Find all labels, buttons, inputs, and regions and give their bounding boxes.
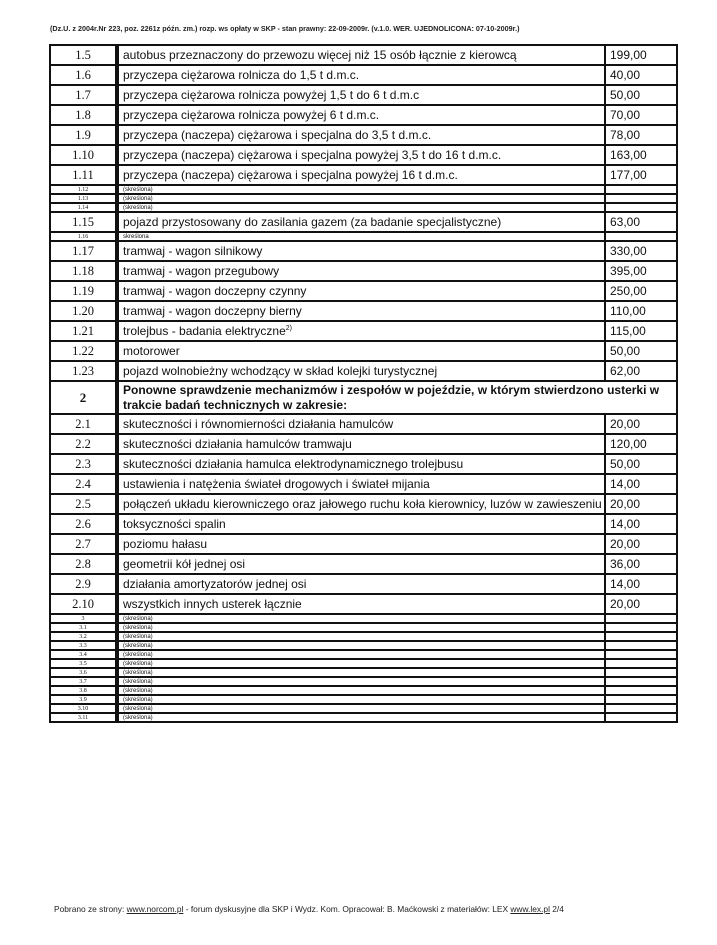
item-description [117,261,605,281]
item-description [117,212,605,232]
item-number: 3.7 [50,677,117,686]
footer-prefix: Pobrano ze strony: [54,904,127,914]
item-number: 1.18 [50,261,117,281]
item-description-text: (skreślona) [123,687,153,694]
item-description-text: (skreślona) [123,705,153,712]
fee-row [50,45,677,65]
item-description-text: przyczepa ciężarowa rolnicza powyżej 6 t d.m.c. [123,108,380,122]
item-description [117,341,605,361]
item-description-text: pojazd przystosowany do zasilania gazem (za badanie specjalistyczne) [123,215,502,229]
item-description [117,686,605,695]
item-description-text: przyczepa (naczepa) ciężarowa i specjalna powyżej 16 t d.m.c. [123,168,458,182]
item-description-text: (skreślona) [123,669,153,676]
fee-row [50,574,677,594]
fee-row [50,241,677,261]
fee-row [50,514,677,534]
norcom-link[interactable]: www.norcom.pl [126,904,184,914]
footer-middle: - forum dyskusyjne dla SKP i Wydz. Kom. Opracował: B. Maćkowski z materiałów: LEX [183,904,511,914]
item-fee [605,641,677,650]
item-fee: 70,00 [605,105,677,125]
fee-row [50,695,677,704]
item-number: 3.6 [50,668,117,677]
item-number: 1.5 [50,45,117,65]
fee-row [50,194,677,203]
fee-row [50,704,677,713]
fee-row [50,414,677,434]
item-description-text: skuteczności działania hamulców tramwaju [123,437,352,451]
item-description-text: przyczepa ciężarowa rolnicza do 1,5 t d.m.c. [123,68,360,82]
item-description [117,454,605,474]
item-description-text: (skreślona) [123,642,153,649]
item-number: 2.9 [50,574,117,594]
item-description-text: (skreślona) [123,624,153,631]
item-description-text: tramwaj - wagon silnikowy [123,244,263,258]
item-description-text: wszystkich innych usterek łącznie [123,597,302,611]
item-description-text: tramwaj - wagon doczepny czynny [123,284,307,298]
item-fee: 36,00 [605,554,677,574]
fee-row [50,165,677,185]
item-description-text: przyczepa (naczepa) ciężarowa i specjalna powyżej 3,5 t do 16 t d.m.c. [123,148,502,162]
item-fee: 50,00 [605,454,677,474]
item-number: 3.1 [50,623,117,632]
item-description [117,434,605,454]
item-fee: 14,00 [605,514,677,534]
item-description-text: skuteczności działania hamulca elektrodynamicznego trolejbusu [123,457,464,471]
item-fee: 330,00 [605,241,677,261]
fee-row [50,232,677,241]
item-description-text: tramwaj - wagon doczepny bierny [123,304,302,318]
item-fee: 20,00 [605,414,677,434]
fee-row [50,203,677,212]
item-description [117,632,605,641]
item-fee [605,659,677,668]
item-number: 2.5 [50,494,117,514]
item-description [117,514,605,534]
item-description [117,534,605,554]
item-description-text: (skreślona) [123,696,153,703]
item-description-text: (skreślona) [123,714,153,721]
item-number: 3.3 [50,641,117,650]
item-number: 1.12 [50,185,117,194]
item-number: 2.7 [50,534,117,554]
item-fee: 20,00 [605,534,677,554]
fee-row [50,454,677,474]
item-number: 2.4 [50,474,117,494]
fee-row [50,341,677,361]
item-number: 1.8 [50,105,117,125]
item-fee: 177,00 [605,165,677,185]
item-description-text: przyczepa ciężarowa rolnicza powyżej 1,5 t do 6 t d.m.c [123,88,420,102]
item-description [117,381,677,414]
item-description-text: tramwaj - wagon przegubowy [123,264,280,278]
item-fee: 63,00 [605,212,677,232]
item-description-text: pojazd wolnobieżny wchodzący w skład kolejki turystycznej [123,364,438,378]
item-description [117,614,605,623]
item-fee [605,650,677,659]
fee-row [50,494,677,514]
item-number: 1.21 [50,321,117,341]
item-number: 1.15 [50,212,117,232]
item-number: 1.9 [50,125,117,145]
item-number: 3.11 [50,713,117,722]
item-description-text: skuteczności i równomierności działania hamulców [123,417,394,431]
item-fee [605,686,677,695]
fee-row [50,281,677,301]
item-description-text: (skreślona) [123,204,153,211]
item-description-text: (skreślona) [123,651,153,658]
item-description [117,185,605,194]
fee-row [50,321,677,341]
item-description [117,704,605,713]
item-description [117,85,605,105]
lex-link[interactable]: www.lex.pl [510,904,550,914]
page-number: 2/4 [552,904,564,914]
document-header: (Dz.U. z 2004r.Nr 223, poz. 2261z późn. zm.) rozp. ws opłaty w SKP - stan prawny: 22-09-2009r. (v.1.0. WER. UJEDNOLICONA: 07-10-2009r.) [50,24,520,33]
fee-row [50,145,677,165]
item-description [117,554,605,574]
fee-row [50,677,677,686]
item-number: 2.10 [50,594,117,614]
item-number: 2.2 [50,434,117,454]
fee-row [50,668,677,677]
item-description [117,659,605,668]
item-number: 3 [50,614,117,623]
fee-row [50,632,677,641]
item-description [117,713,605,722]
item-number: 3.5 [50,659,117,668]
item-fee: 78,00 [605,125,677,145]
item-description-text: działania amortyzatorów jednej osi [123,577,307,591]
item-description [117,321,605,341]
item-description [117,281,605,301]
item-description [117,105,605,125]
fee-row [50,301,677,321]
item-description-text: połączeń układu kierowniczego oraz jałowego ruchu koła kierownicy, luzów w zawieszeniu [123,497,602,511]
fee-row [50,659,677,668]
fee-row [50,85,677,105]
item-description [117,203,605,212]
item-description [117,45,605,65]
fee-table-body [50,45,677,722]
fee-row [50,474,677,494]
fee-row [50,212,677,232]
item-description-text: (skreślona) [123,678,153,685]
item-number: 2.3 [50,454,117,474]
item-description-text: toksyczności spalin [123,517,226,531]
fee-row [50,623,677,632]
item-description-text: (skreślona) [123,660,153,667]
item-fee [605,623,677,632]
item-number: 1.7 [50,85,117,105]
item-description-text: motorower [123,344,180,358]
item-fee: 199,00 [605,45,677,65]
fee-row [50,713,677,722]
item-fee: 163,00 [605,145,677,165]
item-fee [605,203,677,212]
item-number: 1.10 [50,145,117,165]
item-fee [605,614,677,623]
item-number: 1.17 [50,241,117,261]
page-footer [54,904,564,914]
fee-row [50,614,677,623]
item-description-text: (skreślona) [123,615,153,622]
item-description-text: (skreślona) [123,195,153,202]
footnote-marker: 2) [285,325,292,332]
item-description [117,641,605,650]
item-description [117,494,605,514]
item-fee: 14,00 [605,574,677,594]
item-number: 1.19 [50,281,117,301]
item-description-text: Ponowne sprawdzenie mechanizmów i zespołów w pojeździe, w którym stwierdzono usterki w trakcie badań technicznych w zakresie: [123,382,660,412]
item-description [117,623,605,632]
item-description [117,695,605,704]
item-description [117,594,605,614]
item-description [117,474,605,494]
fee-table [49,44,678,723]
item-description [117,414,605,434]
item-number: 3.8 [50,686,117,695]
item-number: 2 [50,381,117,414]
item-number: 1.22 [50,341,117,361]
item-fee: 120,00 [605,434,677,454]
item-description [117,574,605,594]
item-description [117,677,605,686]
item-description [117,194,605,203]
item-number: 3.10 [50,704,117,713]
fee-row [50,125,677,145]
item-fee [605,713,677,722]
item-number: 1.20 [50,301,117,321]
item-description-text: skreślona [123,233,149,240]
item-number: 1.11 [50,165,117,185]
item-description-text: trolejbus - badania elektryczne [123,324,286,338]
fee-row [50,261,677,281]
item-description [117,232,605,241]
item-number: 3.4 [50,650,117,659]
fee-row [50,650,677,659]
item-fee: 20,00 [605,594,677,614]
item-number: 1.13 [50,194,117,203]
fee-row [50,641,677,650]
section-row [50,381,677,414]
item-fee: 250,00 [605,281,677,301]
fee-row [50,554,677,574]
fee-row [50,434,677,454]
item-description [117,361,605,381]
item-fee [605,232,677,241]
item-description-text: (skreślona) [123,633,153,640]
item-fee [605,677,677,686]
item-number: 2.6 [50,514,117,534]
item-fee: 62,00 [605,361,677,381]
item-fee: 115,00 [605,321,677,341]
item-fee: 14,00 [605,474,677,494]
item-description [117,241,605,261]
item-number: 1.14 [50,203,117,212]
fee-row [50,105,677,125]
item-description-text: poziomu hałasu [123,537,208,551]
item-description-text: przyczepa (naczepa) ciężarowa i specjalna do 3,5 t d.m.c. [123,128,432,142]
item-fee [605,185,677,194]
item-number: 3.2 [50,632,117,641]
item-description [117,165,605,185]
item-description [117,668,605,677]
item-number: 3.9 [50,695,117,704]
item-fee: 395,00 [605,261,677,281]
item-number: 1.6 [50,65,117,85]
fee-row [50,534,677,554]
fee-row [50,185,677,194]
item-number: 1.23 [50,361,117,381]
item-fee: 20,00 [605,494,677,514]
item-number: 1.16 [50,232,117,241]
item-description [117,650,605,659]
item-description-text: ustawienia i natężenia świateł drogowych i świateł mijania [123,477,430,491]
item-fee [605,695,677,704]
item-number: 2.1 [50,414,117,434]
item-fee: 110,00 [605,301,677,321]
item-description [117,145,605,165]
item-fee [605,704,677,713]
item-description [117,125,605,145]
item-fee: 50,00 [605,85,677,105]
item-fee: 40,00 [605,65,677,85]
item-fee [605,668,677,677]
item-fee [605,194,677,203]
item-number: 2.8 [50,554,117,574]
item-description [117,65,605,85]
item-fee: 50,00 [605,341,677,361]
item-description [117,301,605,321]
item-description-text: autobus przeznaczony do przewozu więcej niż 15 osób łącznie z kierowcą [123,48,517,62]
fee-row [50,65,677,85]
item-description-text: (skreślona) [123,186,153,193]
item-fee [605,632,677,641]
fee-row [50,361,677,381]
fee-row [50,594,677,614]
item-description-text: geometrii kół jednej osi [123,557,246,571]
fee-row [50,686,677,695]
